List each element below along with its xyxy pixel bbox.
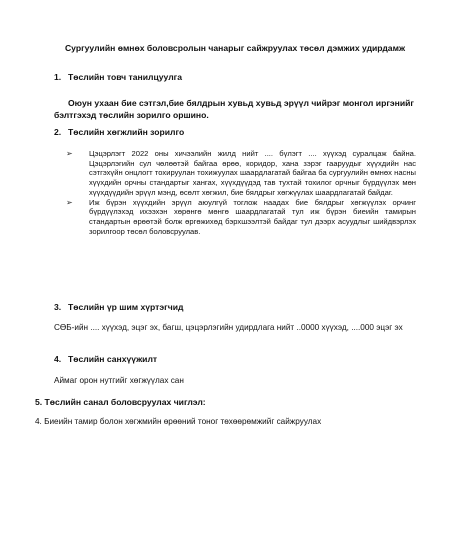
section-3-heading <box>54 302 183 313</box>
section-4-number: 4. <box>54 354 62 364</box>
section-3-title: Төслийн үр шим хүртэгчид <box>68 302 184 312</box>
section-2-heading <box>54 127 184 138</box>
section-1-number: 1. <box>54 72 62 82</box>
bullet-item <box>66 149 416 198</box>
section-3-paragraph: СӨБ-ийн .... хүүхэд, эцэг эх, багш, цэцэрлэгийн удирдлага нийт ..0000 хүүхэд, ....000 эцэг эх <box>54 323 403 332</box>
section-4-title: Төслийн санхүүжилт <box>68 354 158 364</box>
section-1-paragraph: Оюун ухаан бие сэтгэл,бие бялдрын хувьд хувьд эрүүл чийрэг монгол иргэнийг бэлтгэхэд төслийн зорилго оршино. <box>54 98 414 120</box>
section-5-item-4: 4. Биеийн тамир болон хөгжмийн өрөөний тоног төхөөрөмжийг сайжруулах <box>35 417 322 426</box>
section-2-bullet-list <box>66 149 416 236</box>
bullet-item <box>66 198 416 237</box>
bullet-text: Цэцэрлэгт 2022 оны хичээлийн жилд нийт .... бүлэгт .... хүүхэд суралцаж байна. Цэцэрлэгийн сул чөлөөтэй байгаа өрөө, коридор, хана зэрэг гааруудыг хүүхдийн нас сэтгэхүйн онцлогт тохируулан тохижуулах шаардлагатай байгаа ба сургуулийн өмнөх насны хүүхдийн орчны стандартыг хангах, хүүхдүүдэд тав тухтай тохилог орчныг бүрдүүлэх мөн хүүхдүүдийн эрүүл мэнд, өсөлт хөгжил, бие бялдрыг хөгжүүлах шаардлагатай байдаг. <box>89 149 416 197</box>
bullet-text: Иж бүрэн хүүхдийн эрүүл аюулгүй тоглож наадах бие бялдрыг хөгжүүлэх орчинг бүрдүүлэхэд ихээхэн хөрөнгө мөнгө шаардлагатай тул иж бүрэн биеийн тамирын стандартын өрөөтэй болж өргөжихөд бэрхшээлтэй байдаг тул дээрх асуудлыг шийдвэрлэх зорилгоор төсөл боловсруулав. <box>89 197 416 236</box>
section-3-number: 3. <box>54 302 62 312</box>
section-1-heading <box>54 72 182 83</box>
arrow-bullet-icon: ➢ <box>66 197 73 207</box>
section-5-heading: 5. Төслийн санал боловсруулах чиглэл: <box>35 397 206 407</box>
arrow-bullet-icon: ➢ <box>66 149 73 158</box>
section-2-title: Төслийн хөгжлийн зорилго <box>68 127 185 137</box>
section-2-number: 2. <box>54 127 62 137</box>
section-4-heading <box>54 354 157 365</box>
section-4-paragraph: Аймаг орон нутгийг хөгжүүлах сан <box>54 376 184 385</box>
section-1-title: Төслийн товч танилцуулга <box>68 72 183 82</box>
document-title: Сургуулийн өмнөх боловсролын чанарыг сайжруулах төсөл дэмжих удирдамж <box>64 43 406 53</box>
